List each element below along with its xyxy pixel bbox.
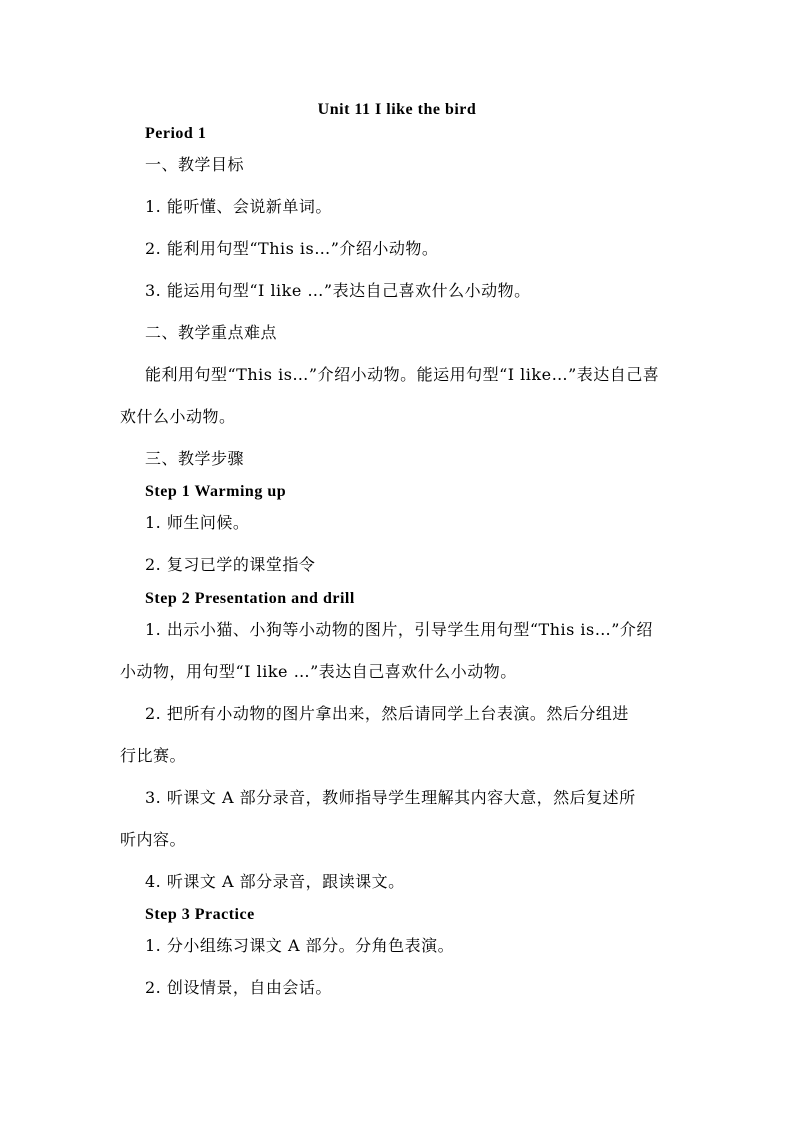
step2-item-1-line-2: 小动物，用句型“I like …”表达自己喜欢什么小动物。 <box>120 662 517 681</box>
step1-item-1: 1. 师生问候。 <box>145 513 250 532</box>
objective-item-3: 3. 能运用句型“I like …”表达自己喜欢什么小动物。 <box>145 281 531 300</box>
step3-heading: Step 3 Practice <box>145 906 255 923</box>
step2-item-4: 4. 听课文 A 部分录音，跟读课文。 <box>145 872 405 891</box>
document-title: Unit 11 I like the bird <box>317 101 477 118</box>
period-label: Period 1 <box>145 125 207 142</box>
step1-item-2: 2. 复习已学的课堂指令 <box>145 555 316 574</box>
step2-item-3-line-2: 听内容。 <box>120 830 187 849</box>
key-points-line-1: 能利用句型“This is…”介绍小动物。能运用句型“I like…”表达自己喜 <box>145 365 660 384</box>
step3-item-2: 2. 创设情景，自由会话。 <box>145 978 332 997</box>
section-heading-objectives: 一、教学目标 <box>145 155 245 174</box>
step3-item-1: 1. 分小组练习课文 A 部分。分角色表演。 <box>145 936 455 955</box>
step2-item-3-line-1: 3. 听课文 A 部分录音，教师指导学生理解其内容大意，然后复述所 <box>145 788 636 807</box>
section-heading-steps: 三、教学步骤 <box>145 449 245 468</box>
step2-heading: Step 2 Presentation and drill <box>145 590 355 607</box>
objective-item-1: 1. 能听懂、会说新单词。 <box>145 197 332 216</box>
step2-item-1-line-1: 1. 出示小猫、小狗等小动物的图片，引导学生用句型“This is…”介绍 <box>145 620 653 639</box>
step2-item-2-line-1: 2. 把所有小动物的图片拿出来，然后请同学上台表演。然后分组进 <box>145 704 629 723</box>
objective-item-2: 2. 能利用句型“This is…”介绍小动物。 <box>145 239 439 258</box>
step1-heading: Step 1 Warming up <box>145 483 287 500</box>
section-heading-key-points: 二、教学重点难点 <box>145 323 278 342</box>
key-points-line-2: 欢什么小动物。 <box>120 407 236 426</box>
step2-item-2-line-2: 行比赛。 <box>120 746 187 765</box>
